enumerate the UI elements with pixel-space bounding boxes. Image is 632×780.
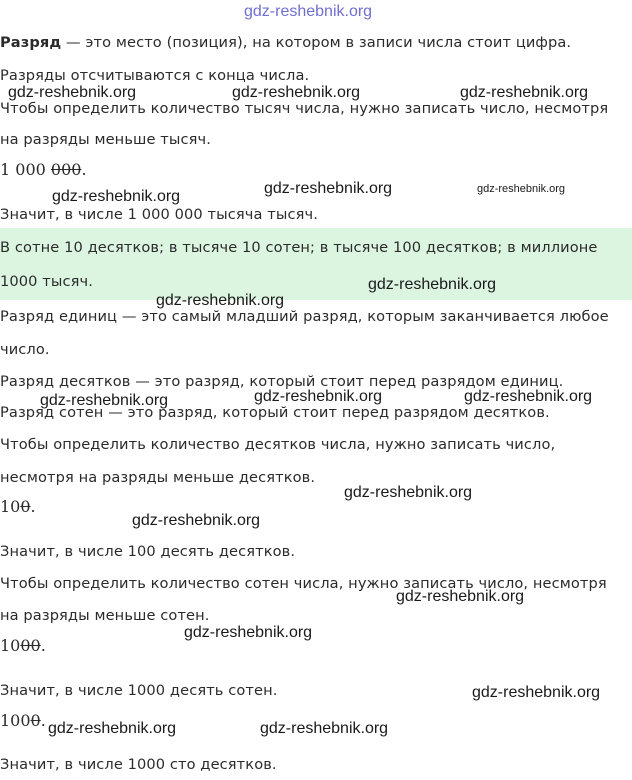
text-line: Значит, в числе 1 000 000 тысяча тысяч.: [0, 206, 318, 223]
watermark: gdz-reshebnik.org: [264, 180, 393, 197]
watermark: gdz-reshebnik.org: [344, 484, 473, 501]
watermark: gdz-reshebnik.org: [368, 276, 497, 293]
text-line: Чтобы определить количество десятков числа, нужно записать число,: [0, 436, 556, 453]
text-line: Разряд сотен — это разряд, который стоит перед разрядом десятков.: [0, 404, 550, 421]
header-watermark: gdz-reshebnik.org: [244, 3, 373, 20]
watermark: gdz-reshebnik.org: [40, 392, 169, 409]
watermark: gdz-reshebnik.org: [156, 292, 285, 309]
watermark: gdz-reshebnik.org: [460, 84, 589, 101]
text-line: Значит, в числе 100 десять десятков.: [0, 543, 296, 560]
watermark: gdz-reshebnik.org: [472, 684, 601, 701]
text-line: Разряд десятков — это разряд, который стоит перед разрядом единиц.: [0, 373, 564, 390]
term-razryad: Разряд: [0, 34, 62, 51]
text-line: Разряды отсчитываются с конца числа.: [0, 67, 310, 84]
example-number-2: 100.: [0, 497, 36, 516]
text-line: на разряды меньше тысяч.: [0, 131, 211, 148]
example-number-1: 1 000 000.: [0, 160, 87, 179]
highlight-line-1: В сотне 10 десятков; в тысяче 10 сотен; в тысяче 100 десятков; в миллионе: [0, 239, 598, 256]
watermark: gdz-reshebnik.org: [396, 588, 525, 605]
example-number-4: 1000.: [0, 711, 46, 730]
watermark: gdz-reshebnik.org: [184, 624, 313, 641]
text-line: Чтобы определить количество тысяч числа, нужно записать число, несмотря: [0, 100, 609, 117]
watermark: gdz-reshebnik.org: [260, 720, 389, 737]
highlight-line-2: 1000 тысяч.: [0, 273, 93, 290]
watermark: gdz-reshebnik.org: [132, 512, 261, 529]
example-number-3: 1000.: [0, 636, 46, 655]
watermark: gdz-reshebnik.org: [232, 84, 361, 101]
text-line: Значит, в числе 1000 десять сотен.: [0, 682, 278, 699]
watermark: gdz-reshebnik.org: [477, 183, 566, 195]
watermark: gdz-reshebnik.org: [8, 84, 137, 101]
watermark: gdz-reshebnik.org: [52, 188, 181, 205]
text-line: число.: [0, 341, 50, 358]
definition-digit-place: Разряд — это место (позиция), на котором в записи числа стоит цифра.: [0, 34, 572, 51]
text-line: на разряды меньше сотен.: [0, 607, 210, 624]
watermark: gdz-reshebnik.org: [48, 720, 177, 737]
text-line: Разряд единиц — это самый младший разряд, которым заканчивается любое: [0, 308, 609, 325]
watermark: gdz-reshebnik.org: [254, 388, 383, 405]
text-line: Чтобы определить количество сотен числа, нужно записать число, несмотря: [0, 575, 607, 592]
watermark: gdz-reshebnik.org: [464, 388, 593, 405]
text-line: Значит, в числе 1000 сто десятков.: [0, 756, 277, 773]
text-line: несмотря на разряды меньше десятков.: [0, 469, 316, 486]
